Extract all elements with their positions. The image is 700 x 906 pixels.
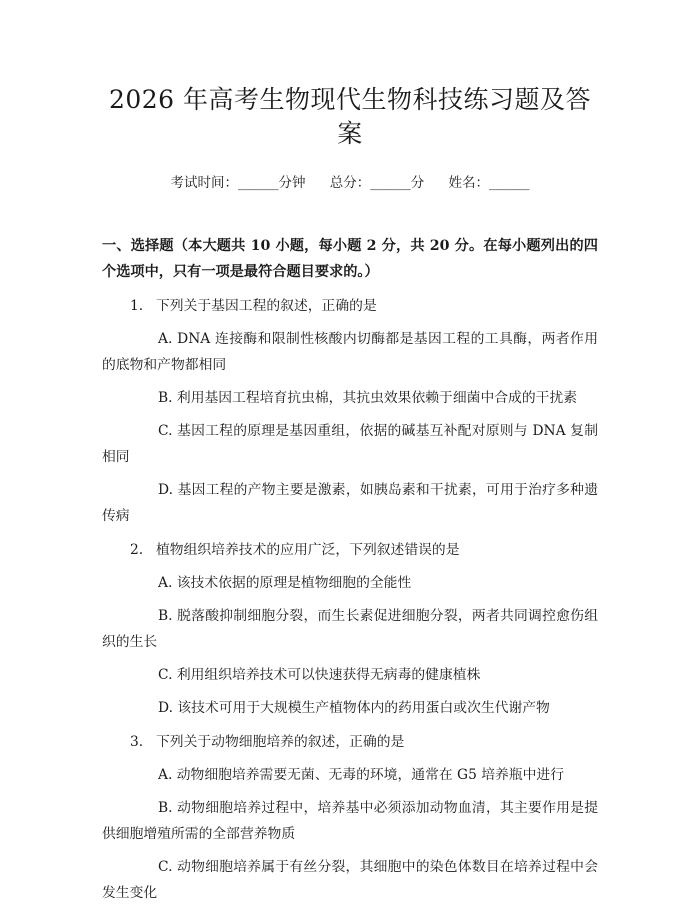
question-3-option-b: B. 动物细胞培养过程中，培养基中必须添加动物血清，其主要作用是提供细胞增殖所需的全部营养物质 <box>102 800 598 842</box>
question-3-option-a: A. 动物细胞培养需要无菌、无毒的环境，通常在 G5 培养瓶中进行 <box>158 767 565 783</box>
page-title: 2026 年高考生物现代生物科技练习题及答案 <box>108 85 592 148</box>
question-1-option-c: C. 基因工程的原理是基因重组，依据的碱基互补配对原则与 DNA 复制相同 <box>102 423 598 465</box>
question-1-option-a: A. DNA 连接酶和限制性核酸内切酶都是基因工程的工具酶，两者作用的底物和产物都相同 <box>102 331 598 373</box>
question-2-option-d: D. 该技术可用于大规模生产植物体内的药用蛋白或次生代谢产物 <box>158 700 550 716</box>
exam-meta-line <box>102 173 598 193</box>
question-stem: 下列关于动物细胞培养的叙述，正确的是 <box>156 734 405 750</box>
question-3-option-c: C. 动物细胞培养属于有丝分裂，其细胞中的染色体数目在培养过程中会发生变化 <box>102 859 598 901</box>
question-1-option-d: D. 基因工程的产物主要是激素，如胰岛素和干扰素，可用于治疗多种遗传病 <box>102 482 598 524</box>
section-heading: 一、选择题（本大题共 10 小题，每小题 2 分，共 20 分。在每小题列出的四个选项中，只有一项是最符合题目要求的。） <box>102 238 598 280</box>
exam-time-field: 考试时间：______分钟 <box>170 175 306 191</box>
question-2-option-a: A. 该技术依据的原理是植物细胞的全能性 <box>158 575 412 591</box>
question-1-option-b: B. 利用基因工程培育抗虫棉，其抗虫效果依赖于细菌中合成的干扰素 <box>158 390 578 406</box>
question-2-option-b: B. 脱落酸抑制细胞分裂，而生长素促进细胞分裂，两者共同调控愈伤组织的生长 <box>102 608 598 650</box>
question-stem: 下列关于基因工程的叙述，正确的是 <box>156 298 377 314</box>
name-field: 姓名：______ <box>448 175 530 191</box>
total-score-field: 总分：______分 <box>329 175 425 191</box>
question-3 <box>102 729 598 755</box>
question-number: 2. <box>130 542 144 558</box>
question-number: 1. <box>130 298 144 314</box>
question-2 <box>102 537 598 563</box>
question-stem: 植物组织培养技术的应用广泛，下列叙述错误的是 <box>156 542 460 558</box>
question-1 <box>102 293 598 319</box>
question-2-option-c: C. 利用组织培养技术可以快速获得无病毒的健康植株 <box>158 667 481 683</box>
question-number: 3. <box>130 734 144 750</box>
